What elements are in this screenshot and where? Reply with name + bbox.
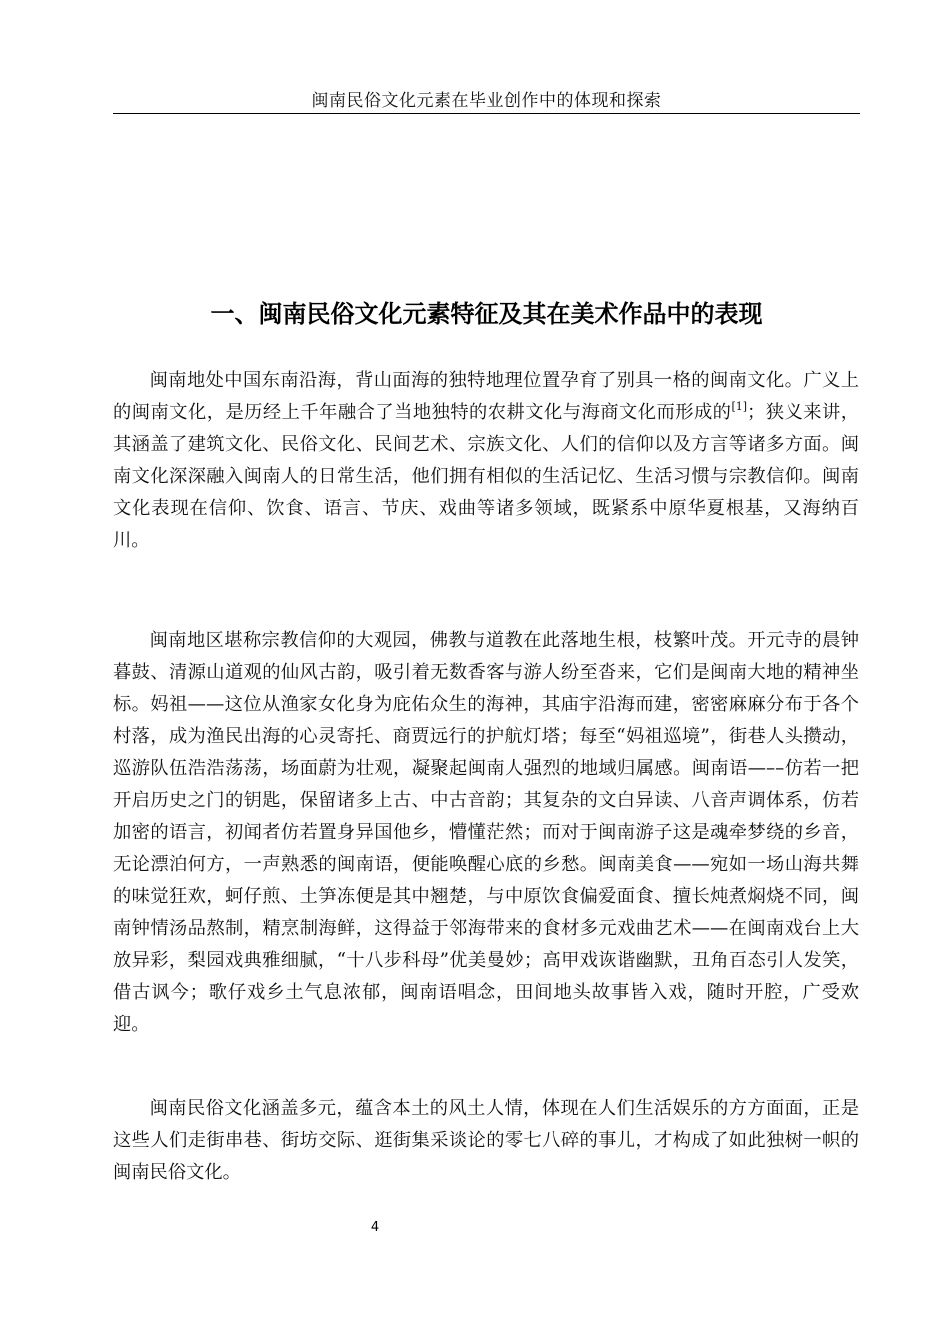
paragraph-1-text-a: 闽南地处中国东南沿海，背山面海的独特地理位置孕育了别具一格的闽南文化。广义上的闽南文化，是历经上千年融合了当地独特的农耕文化与海商文化而形成的 <box>113 370 859 423</box>
running-header: 闽南民俗文化元素在毕业创作中的体现和探索 <box>311 91 662 111</box>
section-title: 一、闽南民俗文化元素特征及其在美术作品中的表现 <box>210 300 763 328</box>
paragraph-1-text-b: ；狭义来讲，其涵盖了建筑文化、民俗文化、民间艺术、宗族文化、人们的信仰以及方言等诸多方面。闽南文化深深融入闽南人的日常生活，他们拥有相似的生活记忆、生活习惯与宗教信仰。闽南文化表现在信仰、饮食、语言、节庆、戏曲等诸多领域，既紧系中原华夏根基，又海纳百川。 <box>113 402 860 551</box>
paragraph-3: 闽南民俗文化涵盖多元，蕴含本土的风土人情，体现在人们生活娱乐的方方面面，正是这些人们走街串巷、街坊交际、逛街集采谈论的零七八碎的事儿，才构成了如此独树一帜的闽南民俗文化。 <box>113 1098 859 1183</box>
page-number: 4 <box>370 1220 380 1235</box>
paragraph-1 <box>113 365 859 557</box>
citation-1: [1] <box>731 400 748 413</box>
header-rule <box>113 113 860 114</box>
paragraph-2: 闽南地区堪称宗教信仰的大观园，佛教与道教在此落地生根，枝繁叶茂。开元寺的晨钟暮鼓、清源山道观的仙风古韵，吸引着无数香客与游人纷至沓来，它们是闽南大地的精神坐标。妈祖——这位从渔家女化身为庇佑众生的海神，其庙宇沿海而建，密密麻麻分布于各个村落，成为渔民出海的心灵寄托、商贾远行的护航灯塔；每至“妈祖巡境”，街巷人头攒动，巡游队伍浩浩荡荡，场面蔚为壮观，凝聚起闽南人强烈的地域归属感。闽南语—––仿若一把开启历史之门的钥匙，保留诸多上古、中古音韵；其复杂的文白异读、八音声调体系，仿若加密的语言，初闻者仿若置身异国他乡，懵懂茫然；而对于闽南游子这是魂牵梦绕的乡音，无论漂泊何方，一声熟悉的闽南语，便能唤醒心底的乡愁。闽南美食——宛如一场山海共舞的味觉狂欢，蚵仔煎、土笋冻便是其中翘楚，与中原饮食偏爱面食、擅长炖煮焖烧不同，闽南钟情汤品熬制，精烹制海鲜，这得益于邻海带来的食材多元戏曲艺术——在闽南戏台上大放异彩，梨园戏典雅细腻，“十八步科母”优美曼妙；高甲戏诙谐幽默，丑角百态引人发笑，借古讽今；歌仔戏乡土气息浓郁，闽南语唱念，田间地头故事皆入戏，随时开腔，广受欢迎。 <box>113 630 859 1035</box>
